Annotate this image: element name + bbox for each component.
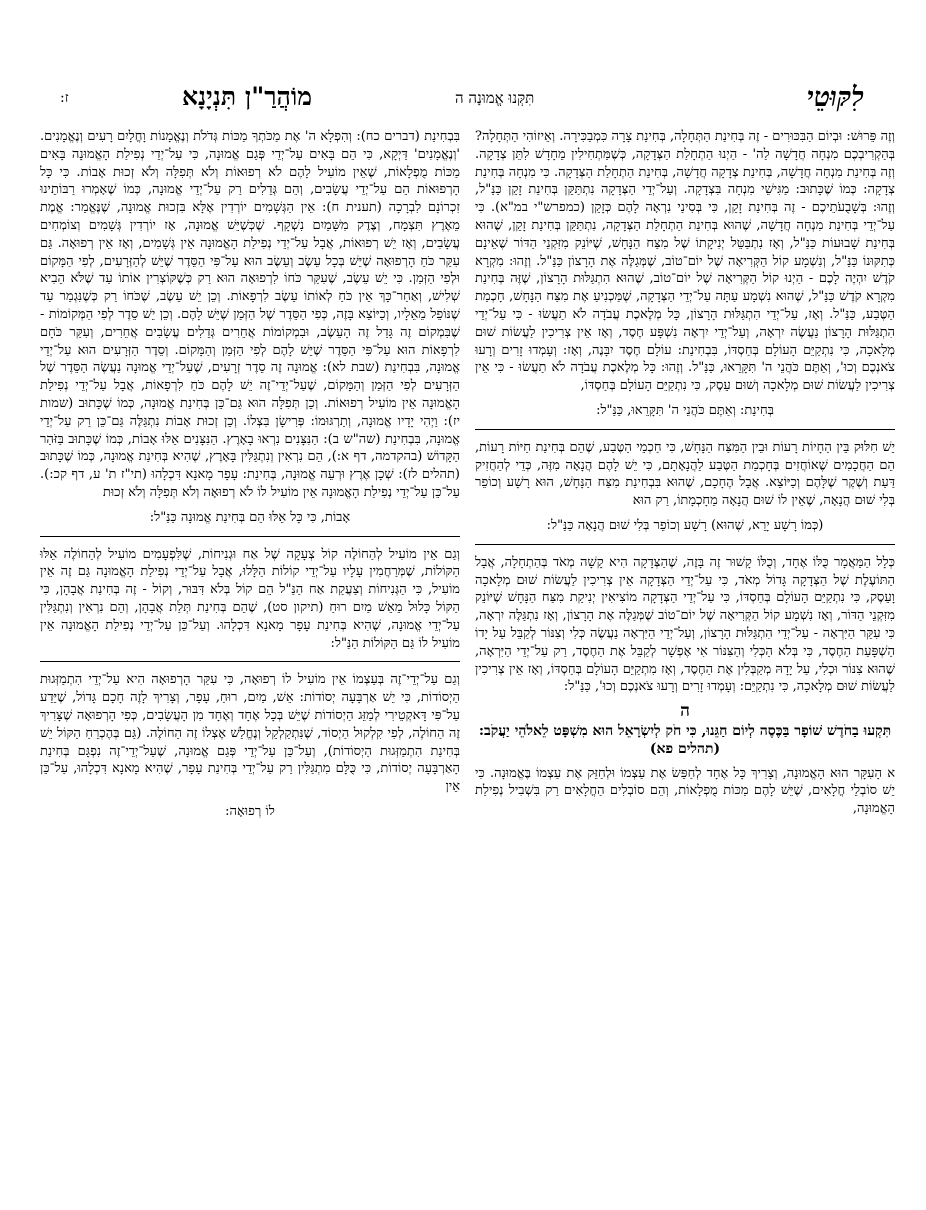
section-heading: תִּקְּנוּ אֱמוּנָה ה xyxy=(455,89,535,107)
paragraph: וְזֶה פֵּרוּשׁ: וּבְיוֹם הַבִּכּוּרִים - זֶה בְּחִינַת הַתְּחָלָה, בְּחִינַת צָרָה כִּמְבַכִּירָה. וְאֵיזוֹהִי הַתְּחָלָה? בְּהַקְרִיבְכֶם מִנְחָה חֲדָשָׁה לַה' - הַיְנוּ הַתְחָלַת הַצְּדָקָה, כְּשֶׁמַּתְחִילִין מֵחָדָשׁ לִתֵּן צְדָקָה. וְזֶה בְּחִינַת מִנְחָה חֲדָשָׁה, בְּחִינַת צְדָקָה חֲדָשָׁה, בְּחִינַת הַתְחָלַת הַצְּדָקָה. כִּי מִנְחָה בְּחִינַת צְדָקָה: כְּמוֹ שֶׁכָּתוּב: מַגִּישֵׁי מִנְחָה בִּצְדָקָה. וְעַל־יְדֵי הַצְּדָקָה נִתְתַּקֵּן בְּחִינַת זָקֵן כַּנַּ"ל, וְזֶהוּ: בְּשָׁבֻעֹתֵיכֶם - זֶה בְּחִינַת זָקֵן, כִּי בְּסִינַי נִרְאָה לָהֶם כְּזָקֵן (כמפרש"י במ"א). כִּי עַל־יְדֵי בְּחִינַת מִנְחָה חֲדָשָׁה, שֶׁהוּא בְּחִינַת הַתְחָלַת הַצְּדָקָה, נִתְתַּקֵּן בְּחִינַת זָקֵן, שֶׁהוּא בְּחִינַת שָׁבוּעוֹת כַּנַּ"ל, וְאָז נִתְבַּטֵּל יְנִיקָתוֹ שֶׁל מִצַּח הַנָּחָשׁ, שֶׁיּוֹנֵק מִזִּקְנֵי הַדּוֹר שֶׁאֵינָם כְּתִקּוּנוֹ כַּנַּ"ל, וְנִשְׁמָע קוֹל הַקְּרִיאָה שֶׁל יוֹם־טוֹב, שֶׁמְּגַלֶּה אֶת הָרָצוֹן כַּנַּ"ל. וְזֶהוּ: מִקְרָא קֹדֶשׁ יִהְיֶה לָכֶם - הַיְנוּ קוֹל הַקְּרִיאָה שֶׁל יוֹם־טוֹב, שֶׁהוּא הִתְגַּלּוּת הָרָצוֹן, שֶׁזֶּה בְּחִינַת מִקְרָא קֹדֶשׁ כַּנַּ"ל, שֶׁהוּא נִשְׁמָע עַתָּה עַל־יְדֵי הַצְּדָקָה, שֶׁמַּכְנִיעַ אֶת מִצַּח הַנָּחָשׁ, חָכְמַת הַטֶּבַע, כַּנַּ"ל. וְאָז, עַל־יְדֵי הִתְגַּלּוּת הָרָצוֹן, כָּל מְלֶאכֶת עֲבֹדָה לֹא תַעֲשׂוּ - כִּי עַל־יְדֵי הִתְגַּלּוּת הָרָצוֹן נַעֲשֶׂה יִרְאָה, וְעַל־יְדֵי יִרְאָה נִשְׁפָּע חֶסֶד, וְאָז אֵין צְרִיכִין לַעֲשׂוֹת שׁוּם מְלָאכָה, כִּי נִתְקַיֵּם הָעוֹלָם בְּחַסְדּוֹ, בִּבְחִינַת: עוֹלָם חֶסֶד יִבָּנֶה, וְאָז: וְעָמְדוּ זָרִים וְרָעוּ צֹאנְכֶם וְכוּ', וְאַתֶּם כֹּהֲנֵי ה' תִּקָּרֵאוּ, כַּנַּ"ל. וְזֶהוּ: כָּל מְלֶאכֶת עֲבֹדָה לֹא תַעֲשׂוּ - כִּי אֵין צְרִיכִין לַעֲשׂוֹת שׁוּם מְלָאכָה וְשׁוּם עֵסֶק, כִּי נִתְקַיֵּם הָעוֹלָם בְּחַסְדּוֹ, xyxy=(475,129,895,394)
paragraph: (כְּמוֹ רָשָׁע יָרֵא, שֶׁהוּא) רָשָׁע וְכוֹפֵר בְּלִי שׁוּם הֲנָאָה כַּנַּ"ל: xyxy=(546,517,824,533)
running-header xyxy=(40,82,886,118)
divider xyxy=(475,429,895,430)
book-title-right: לִקּוּטֵי xyxy=(806,82,864,113)
divider xyxy=(40,536,460,537)
paragraph: אָבוֹת, כִּי כָּל אֵלּוּ הֵם בְּחִינַת אֱמוּנָה כַּנַּ"ל: xyxy=(149,509,351,525)
paragraph: כְּלָל הַמַּאֲמָר כֻּלּוֹ אֶחָד, וְכֻלּוֹ קָשׁוּר זֶה בָּזֶה, שֶׁהַצְּדָקָה הִיא קָשָׁה מְאֹד בְּהַתְחָלָה, אֲבָל הַתּוֹעֶלֶת שֶׁל הַצְּדָקָה גָּדוֹל מְאֹד, כִּי עַל־יְדֵי הַצְּדָקָה אֵין צְרִיכִין לַעֲשׂוֹת שׁוּם מְלָאכָה וָעֵסֶק, כִּי נִתְקַיֵּם הָעוֹלָם בְּחַסְדּוֹ, כִּי עַל־יְדֵי הַצְּדָקָה מוֹצִיאִין יְנִיקַת מִצַּח הַנָּחָשׁ שֶׁיּוֹנֵק מִזִּקְנֵי הַדּוֹר, וְאָז נִשְׁמָע קוֹל הַקְּרִיאָה שֶׁל יוֹם־טוֹב שֶׁמְּגַלֶּה אֶת הָרָצוֹן, וְאָז נִתְגַּלֶּה יִרְאָה, כִּי עִקַּר הַיִּרְאָה - עַל־יְדֵי הִתְגַּלּוּת הָרָצוֹן, וְעַל־יְדֵי הַיִּרְאָה נַעֲשֶׂה כְּלִי וְצִנּוֹר לְקַבֵּל עַל יָדוֹ הַשְׁפָּעַת הַחֶסֶד, כִּי בְּלֹא הַכְּלִי וְהַצִּנּוֹר אִי אֶפְשָׁר לְקַבֵּל אֶת הַחֶסֶד, רַק עַל־יְדֵי הַיִּרְאָה, שֶׁהוּא צִנּוֹר וּכְלִי, עַל יָדָהּ מְקַבְּלִין אֶת הַחֶסֶד, וְאָז מִתְקַיֵּם הָעוֹלָם בְּחַסְדּוֹ, וְאָז אֵין צְרִיכִין לַעֲשׂוֹת שׁוּם מְלָאכָה, כִּי נִתְקַיֵּם: וְעָמְדוּ זָרִים וְרָעוּ צֹאנְכֶם וְכוּ', כַּנַּ"ל: xyxy=(475,554,895,695)
paragraph: א הָעִקָּר הוּא הָאֱמוּנָה, וְצָרִיךְ כָּל אֶחָד לְחַפֵּשׂ אֶת עַצְמוֹ וּלְחַזֵּק אֶת עַצְמוֹ בֶּאֱמוּנָה. כִּי יֵשׁ סוֹבְלֵי חֳלָאִים, שֶׁיֵּשׁ לָהֶם מַכּוֹת מֻפְלָאוֹת, וְהֵם סוֹבְלִים הַחֳלָאִים רַק בִּשְׁבִיל נְפִילַת הָאֱמוּנָה, xyxy=(475,765,895,817)
divider xyxy=(40,661,460,662)
left-column xyxy=(40,128,460,828)
section-title: תִּקְעוּ בַחֹדֶשׁ שׁוֹפָר בַּכֶּסֶה לְיוֹם חַגֵּנוּ, כִּי חֹק לְיִשְׂרָאֵל הוּא מִשְׁפָּט לֵאלֹהֵי יַעֲקֹב: (תהלים פא) xyxy=(478,722,892,757)
paragraph: וְגַם עַל־יְדֵי־זֶה בְּעַצְמוֹ אֵין מוֹעִיל לוֹ רְפוּאָה, כִּי עִקַּר הָרְפוּאָה הִיא עַל־יְדֵי הִתְמַזְּגוּת הַיְסוֹדוֹת, כִּי יֵשׁ אַרְבָּעָה יְסוֹדוֹת: אֵשׁ, מַיִם, רוּחַ, עָפָר, וְצָרִיךְ לָזֶה חָכָם גָּדוֹל, שֶׁיֵּדַע עַל־פִּי דָּאקְטֵירִי לְמַזֵּג הַיְסוֹדוֹת שֶׁיֵּשׁ בְּכָל אֶחָד וְאֶחָד מִן הָעֲשָׂבִים, כְּפִי הָרְפוּאָה שֶׁצָּרִיךְ זֶה הַחוֹלֶה, לְפִי קִלְקוּל הַיְסוֹד, שֶׁנִּתְקַלְקֵל וְנֶחֱלַשׁ אֶצְלוֹ זֶה הַחוֹלֶה. (גַּם בְּהֶכְרֵחַ הַקּוֹל יֵשׁ בְּחִינַת הִתְמַזְּגוּת הַיְסוֹדוֹת), וְעַל־כֵּן עַל־יְדֵי פְּגַם אֱמוּנָה, שֶׁעַל־יְדֵי־זֶה נִפְגָּם בְּחִינַת הָאַרְבָּעָה יְסוֹדוֹת, כִּי כֻּלָּם מִתְגַּלִּין רַק עַל־יְדֵי בְּחִינַת עָפָר, שֶׁהִיא מָאנָא דִּכְלָהוּ, עַל־כֵּן אֵין xyxy=(40,672,460,795)
paragraph: בְּחִינַת: וְאַתֶּם כֹּהֲנֵי ה' תִּקָּרֵאוּ, כַּנַּ"ל: xyxy=(596,402,774,418)
book-title-left: מוֹהֲרַ"ן תִּנְיָנָא xyxy=(182,82,313,111)
paragraph: יֵשׁ חִלּוּק בֵּין הַחָיוֹת רָעוֹת וּבֵין הַמִּצַּח הַנָּחָשׁ, כִּי חַכְמֵי הַטֶּבַע, שֶׁהֵם בְּחִינַת חַיּוֹת רָעוֹת, הֵם הַחֲכָמִים שֶׁאוֹחֲזִים בְּחָכְמַת הַטֶּבַע לַהֲנָאָתָם, כִּי יֵשׁ לָהֶם הֲנָאָה מִזֶּה, כְּדֵי לְהַחֲזִיק דַּעַת וְשֶׁקֶר שֶׁלָּהֶם וְכַיּוֹצֵא. אֲבָל הֶחָכָם, שֶׁהוּא בִּבְחִינַת מִצַּח הַנָּחָשׁ, הוּא רָשָׁע וְכוֹפֵר בְּלִי שׁוּם הֲנָאָה, שֶׁאֵין לוֹ שׁוּם הֲנָאָה מֵחָכְמָתוֹ, רַק הוּא xyxy=(475,439,895,509)
paragraph: לוֹ רְפוּאָה: xyxy=(225,803,275,819)
divider xyxy=(475,544,895,545)
page-folio: :ז xyxy=(60,90,69,106)
paragraph: וְגַם אֵין מוֹעִיל לְהַחוֹלֶה קוֹל צְעָקָה שֶׁל אַח וּגְנִיחוֹת, שֶׁלִּפְעָמִים מוֹעִיל לְהַחוֹלֶה אֵלּוּ הַקּוֹלוֹת, שֶׁמְּרַחֲמִין עָלָיו עַל־יְדֵי קוֹלוֹת הַלָּלוּ, אֲבָל עַל־יְדֵי נְפִילַת הָאֱמוּנָה גַּם זֶה אֵין מוֹעִיל, כִּי הַגְּנִיחוֹת וְצַעֲקַת אַח הַנַּ"ל הֵם קוֹל בְּלֹא דִּבּוּר, וְקוֹל - זֶה בְּחִינַת אֲבָהָן, כִּי הַקּוֹל כָּלוּל מֵאֵשׁ מַיִם רוּחַ (תיקון סט), שֶׁהֵם בְּחִינַת תְּלַת אֲבָהָן, וְהֵם נִרְאִין וְנִתְגַּלִּין עַל־יְדֵי אֱמוּנָה, שֶׁהִיא בְּחִינַת עָפָר מָאנָא דִּכְלָהוּ. וְעַל־כֵּן עַל־יְדֵי נְפִילַת הָאֱמוּנָה אֵין מוֹעִיל לוֹ גַּם הַקּוֹלוֹת הַנַּ"ל: xyxy=(40,546,460,651)
right-column xyxy=(475,128,895,825)
section-number: ה xyxy=(680,701,690,722)
paragraph: בִּבְחִינַת (דברים כח): וְהִפְלָא ה' אֶת מַכֹּתְךָ מַכּוֹת גְּדֹלֹת וְנֶאֱמָנוֹת וָחֳלָיִם רָעִים וְנֶאֱמָנִים. 'וְנֶאֱמָנִים' דַּיְקָא, כִּי הֵם בָּאִים עַל־יְדֵי פְּגַם אֱמוּנָה, כִּי עַל־יְדֵי נְפִילַת הָאֱמוּנָה בָּאִים מַכּוֹת מֻפְלָאוֹת, שֶׁאֵין מוֹעִיל לָהֶם לֹא רְפוּאוֹת וְלֹא תְּפִלָּה וְלֹא זְכוּת אָבוֹת. כִּי כָּל הָרְפוּאוֹת הֵם עַל־יְדֵי עֲשָׂבִים, וְהֵם גְּדֵלִים רַק עַל־יְדֵי אֱמוּנָה, כְּמוֹ שֶׁאָמְרוּ רַבּוֹתֵינוּ זִכְרוֹנָם לִבְרָכָה (תענית ח): אֵין הַגְּשָׁמִים יוֹרְדִין אֶלָּא בִּזְכוּת אֱמוּנָה, שֶׁנֶּאֱמַר: אֱמֶת מֵאֶרֶץ תִּצְמָח, וְצֶדֶק מִשָּׁמַיִם נִשְׁקָף. שֶׁכְּשֶׁיֵּשׁ אֱמוּנָה, אָז יוֹרְדִין גְּשָׁמִים וְצוֹמְחִים עֲשָׂבִים, וְאָז יֵשׁ רְפוּאוֹת, אֲבָל עַל־יְדֵי נְפִילַת הָאֱמוּנָה אֵין גְּשָׁמִים, וְאָז אֵין רְפוּאָה. גַּם עִקַּר כֹּחַ הָרְפוּאָה שֶׁיֵּשׁ בְּכָל עֵשֶׂב וְעֵשֶׂב הוּא עַל־פִּי הַסֵּדֶר שֶׁיֵּשׁ לְהַזְּרָעִים, לְפִי הַמָּקוֹם וּלְפִי הַזְּמַן. כִּי יֵשׁ עֵשֶׂב, שֶׁעִקַּר כֹּחוֹ לִרְפוּאָה הוּא רַק כְּשֶׁקּוֹצְרִין אוֹתוֹ עַד שֶׁלֹּא הֵבִיא שְׁלִישׁ, וְאַחַר־כָּךְ אֵין כֹּחַ לְאוֹתוֹ עֵשֶׂב לִרְפָאוֹת. וְכֵן יֵשׁ עֵשֶׂב, שֶׁכֹּחוֹ רַק כְּשֶׁנִּגְמַר עַד שֶׁנּוֹפֵל מֵאֵלָיו, וְכַיּוֹצֵא בָּזֶה, כְּפִי הַסֵּדֶר שֶׁל הַזְּמַן שֶׁיֵּשׁ לָהֶם. וְכֵן יֵשׁ סֵדֶר לְפִי הַמְּקוֹמוֹת - שֶׁבִּמְקוֹם זֶה גָּדַל זֶה הָעֵשֶׂב, וּבִמְקוֹמוֹת אֲחֵרִים גְּדֵלִים עֲשָׂבִים אֲחֵרִים, וְעִקַּר כֹּחָם לִרְפָאוֹת הוּא עַל־פִּי הַסֵּדֶר שֶׁיֵּשׁ לָהֶם לְפִי הַזְּמַן וְהַמָּקוֹם. וְסֵדֶר הַזְּרָעִים הוּא עַל־יְדֵי אֱמוּנָה, בִּבְחִינַת (שבת לא): אֱמוּנָה זֶה סֵדֶר זְרָעִים, שֶׁעַל־יְדֵי אֱמוּנָה נַעֲשֶׂה הַסֵּדֶר שֶׁל הַזְּרָעִים לְפִי הַזְּמַן וְהַמָּקוֹם, שֶׁעַל־יְדֵי־זֶה יֵשׁ לָהֶם כֹּחַ לִרְפָאוֹת, אֲבָל עַל־יְדֵי נְפִילַת הָאֱמוּנָה אֵין מוֹעִיל רְפוּאוֹת. וְכֵן תְּפִלָּה הוּא גַּם־כֵּן בְּחִינַת אֱמוּנָה, כְּמוֹ שֶׁכָּתוּב (שמות יז): וַיְהִי יָדָיו אֱמוּנָה, וְתַרְגּוּמוֹ: פְּרִישָׂן בִּצְלוֹ. וְכֵן זְכוּת אָבוֹת נִתְגַּלֶּה גַּם־כֵּן רַק עַל־יְדֵי אֱמוּנָה, בִּבְחִינַת (שה"ש ב): הַנִּצָּנִים נִרְאוּ בָאָרֶץ. הַנִּצָּנִים אֵלּוּ אָבוֹת, כְּמוֹ שֶׁכָּתוּב בַּזֹּהַר הַקָּדוֹשׁ (בהקדמה, דף א:), הֵם נִרְאִין וְנִתְגַּלִּין בָּאָרֶץ, שֶׁהִיא בְּחִינַת אֱמוּנָה, כְּמוֹ שֶׁכָּתוּב (תהלים לז): שְׁכָן אֶרֶץ וּרְעֵה אֱמוּנָה, בְּחִינַת: עָפָר מָאנָא דִּכְלָהוּ (תי"ז ת' ע, דף קכ:). עַל־כֵּן עַל־יְדֵי נְפִילַת הָאֱמוּנָה אֵין מוֹעִיל לוֹ לֹא רְפוּאָה וְלֹא תְּפִלָּה וְלֹא זְכוּת xyxy=(40,129,460,500)
